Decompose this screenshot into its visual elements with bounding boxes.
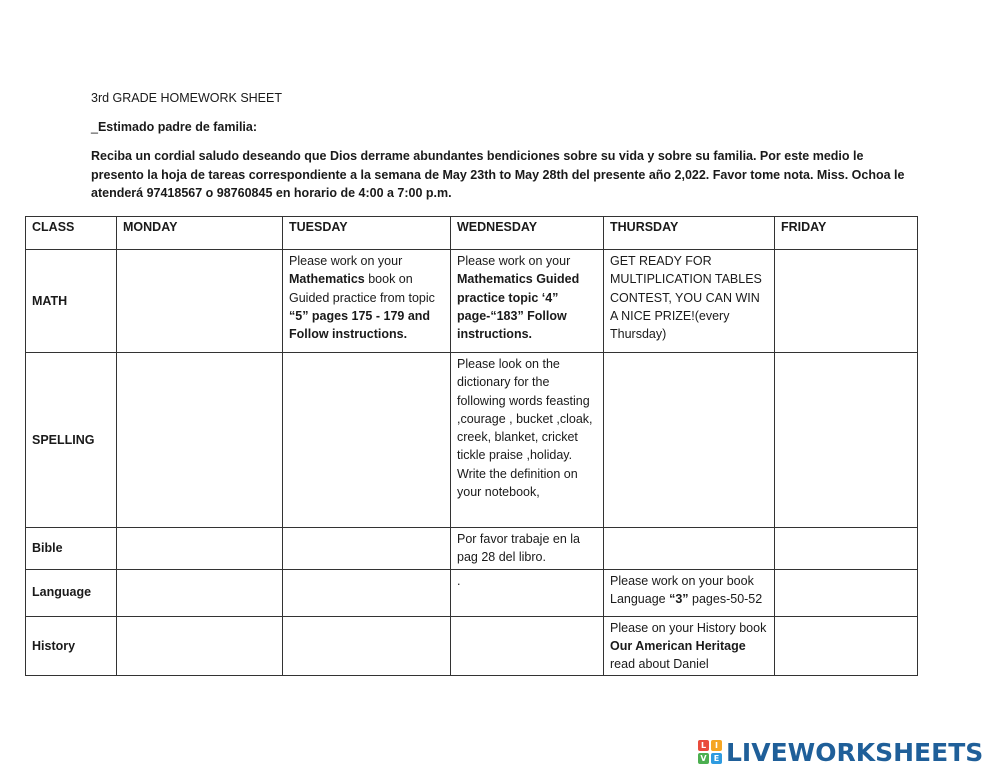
text: pages-50-52 xyxy=(688,591,763,606)
cell-history-tuesday xyxy=(283,616,451,676)
cell-spelling-tuesday xyxy=(283,353,451,528)
cell-language-thursday xyxy=(604,569,775,616)
cell-language-friday xyxy=(775,569,918,616)
class-math: MATH xyxy=(26,250,117,353)
text: Please on your History book xyxy=(610,620,767,635)
greeting xyxy=(91,120,257,134)
table-row-math xyxy=(26,250,918,353)
class-history: History xyxy=(26,616,117,676)
cell-bible-monday xyxy=(117,528,283,570)
cell-math-monday xyxy=(117,250,283,353)
class-language: Language xyxy=(26,569,117,616)
homework-table xyxy=(25,216,918,676)
cell-history-thursday xyxy=(604,616,775,676)
class-bible: Bible xyxy=(26,528,117,570)
table-row-spelling xyxy=(26,353,918,528)
bold-text: “3” xyxy=(669,591,689,606)
cell-math-tuesday xyxy=(283,250,451,353)
cell-history-friday xyxy=(775,616,918,676)
cell-history-monday xyxy=(117,616,283,676)
cell-language-tuesday xyxy=(283,569,451,616)
cell-bible-thursday xyxy=(604,528,775,570)
logo-block: V xyxy=(698,753,709,764)
bold-text: Mathematics Guided practice topic ‘4” page-“183” Follow instructions. xyxy=(457,272,580,342)
cell-history-wednesday xyxy=(451,616,604,676)
bold-text: “5” pages 175 - 179 and Follow instructions. xyxy=(289,308,431,342)
bold-text: Our American Heritage xyxy=(610,638,746,653)
greeting-mark: _ xyxy=(91,120,98,134)
header-monday: MONDAY xyxy=(117,217,283,250)
cell-spelling-wednesday: Please look on the dictionary for the following words feasting ,courage , bucket ,cloak, creek, blanket, cricket tickle praise ,holiday. Write the definition on your notebook, xyxy=(451,353,604,528)
logo-text: LIVEWORKSHEETS xyxy=(726,737,984,767)
liveworksheets-logo xyxy=(698,736,983,768)
header-tuesday: TUESDAY xyxy=(283,217,451,250)
logo-block: E xyxy=(711,753,722,764)
cell-language-wednesday: . xyxy=(451,569,604,616)
table-row-bible xyxy=(26,528,918,570)
table-row-language xyxy=(26,569,918,616)
cell-bible-friday xyxy=(775,528,918,570)
intro-paragraph: Reciba un cordial saludo deseando que Dios derrame abundantes bendiciones sobre su vida y sobre su familia. Por este medio le presento la hoja de tareas correspondiente a la semana de May 23th to May 28th del presente año 2,022. Favor tome nota. Miss. Ochoa le atenderá 97418567 o 98760845 en horario de 4:00 a 7:00 p.m. xyxy=(91,149,905,200)
logo-block: I xyxy=(711,740,722,751)
text: Please work on your book Language xyxy=(610,573,754,606)
cell-bible-wednesday: Por favor trabaje en la pag 28 del libro. xyxy=(451,528,604,570)
cell-spelling-friday xyxy=(775,353,918,528)
text: read about Daniel xyxy=(610,657,709,672)
logo-block: L xyxy=(698,740,709,751)
header-class: CLASS xyxy=(26,217,117,250)
text: Please work on your xyxy=(457,254,571,268)
header-row xyxy=(26,217,918,250)
class-spelling: SPELLING xyxy=(26,353,117,528)
cell-language-monday xyxy=(117,569,283,616)
header-thursday: THURSDAY xyxy=(604,217,775,250)
cell-bible-tuesday xyxy=(283,528,451,570)
cell-math-friday xyxy=(775,250,918,353)
cell-math-thursday: GET READY FOR MULTIPLICATION TABLES CONTEST, YOU CAN WIN A NICE PRIZE!(every Thursday) xyxy=(604,250,775,353)
logo-blocks-icon xyxy=(698,740,722,764)
text: book on Guided practice from topic xyxy=(289,272,435,305)
cell-math-wednesday xyxy=(451,250,604,353)
bold-text: Mathematics xyxy=(289,272,365,287)
sheet-title: 3rd GRADE HOMEWORK SHEET xyxy=(91,91,282,105)
greeting-text: Estimado padre de familia: xyxy=(97,120,258,134)
text: Please work on your xyxy=(289,254,403,268)
cell-spelling-monday xyxy=(117,353,283,528)
cell-spelling-thursday xyxy=(604,353,775,528)
header-friday: FRIDAY xyxy=(775,217,918,250)
header-wednesday: WEDNESDAY xyxy=(451,217,604,250)
table-row-history xyxy=(26,616,918,676)
